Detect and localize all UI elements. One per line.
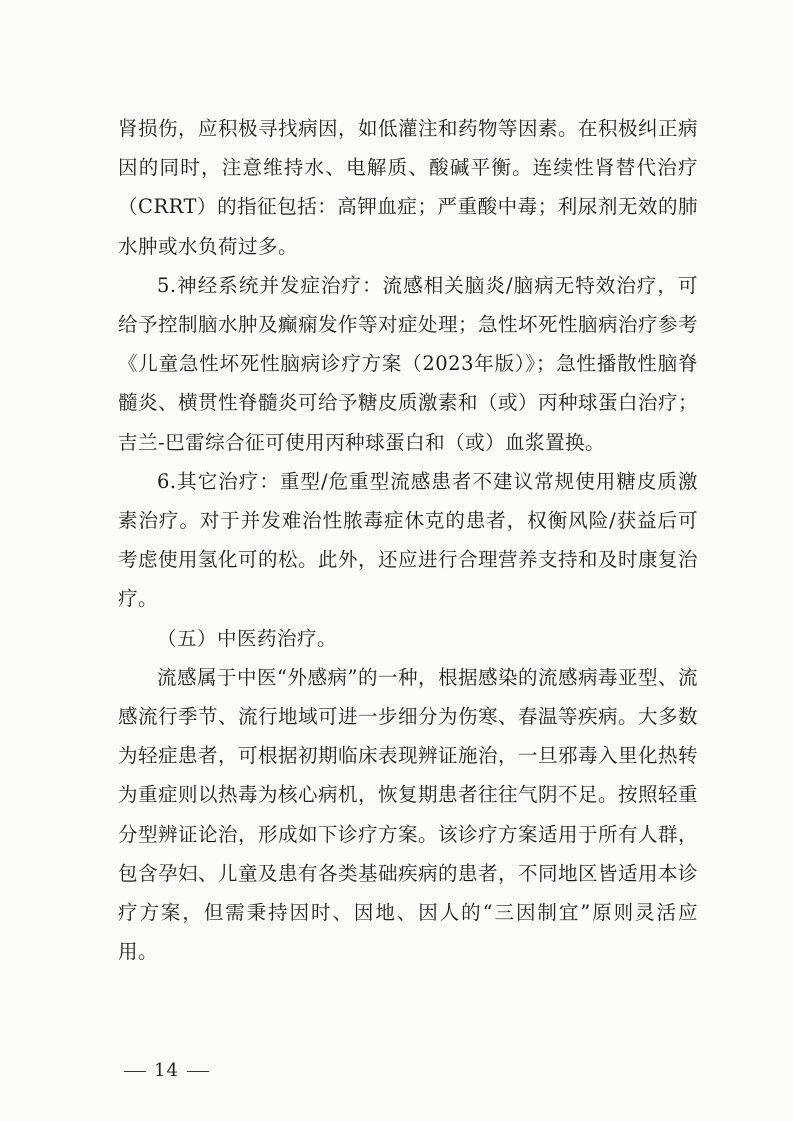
document-body [118,109,698,971]
footer-dash-right [187,1071,209,1072]
paragraph-neuro-treatment: 5.神经系统并发症治疗：流感相关脑炎/脑病无特效治疗，可给予控制脑水肿及癫痫发作等对症处理；急性坏死性脑病治疗参考《儿童急性坏死性脑病诊疗方案（2023年版）》；急性播散性脑脊髓炎、横贯性脊髓炎可给予糖皮质激素和（或）丙种球蛋白治疗；吉兰-巴雷综合征可使用丙种球蛋白和（或）血浆置换。 [118,273,699,454]
paragraph-renal-continuation: 肾损伤，应积极寻找病因，如低灌注和药物等因素。在积极纠正病因的同时，注意维持水、电解质、酸碱平衡。连续性肾替代治疗（CRRT）的指征包括：高钾血症；严重酸中毒；利尿剂无效的肺水肿或水负荷过多。 [118,117,699,258]
paragraph-tcm: 流感属于中医“外感病”的一种，根据感染的流感病毒亚型、流感流行季节、流行地域可进一步细分为伤寒、春温等疾病。大多数为轻症患者，可根据初期临床表现辨证施治，一旦邪毒入里化热转为重症则以热毒为核心病机，恢复期患者往往气阴不足。按照轻重分型辨证论治，形成如下诊疗方案。该诊疗方案适用于所有人群，包含孕妇、儿童及患有各类基础疾病的患者，不同地区皆适用本诊疗方案，但需秉持因时、因地、因人的“三因制宜”原则灵活应用。 [118,665,699,964]
footer-dash-left [124,1071,146,1072]
page-number: 14 [154,1060,179,1081]
paragraph-other-treatment: 6.其它治疗：重型/危重型流感患者不建议常规使用糖皮质激素治疗。对于并发难治性脓毒症休克的患者，权衡风险/获益后可考虑使用氢化可的松。此外，还应进行合理营养支持和及时康复治疗。 [118,469,699,611]
section-heading-tcm: （五）中医药治疗。 [157,626,338,650]
page-footer [116,1060,217,1081]
